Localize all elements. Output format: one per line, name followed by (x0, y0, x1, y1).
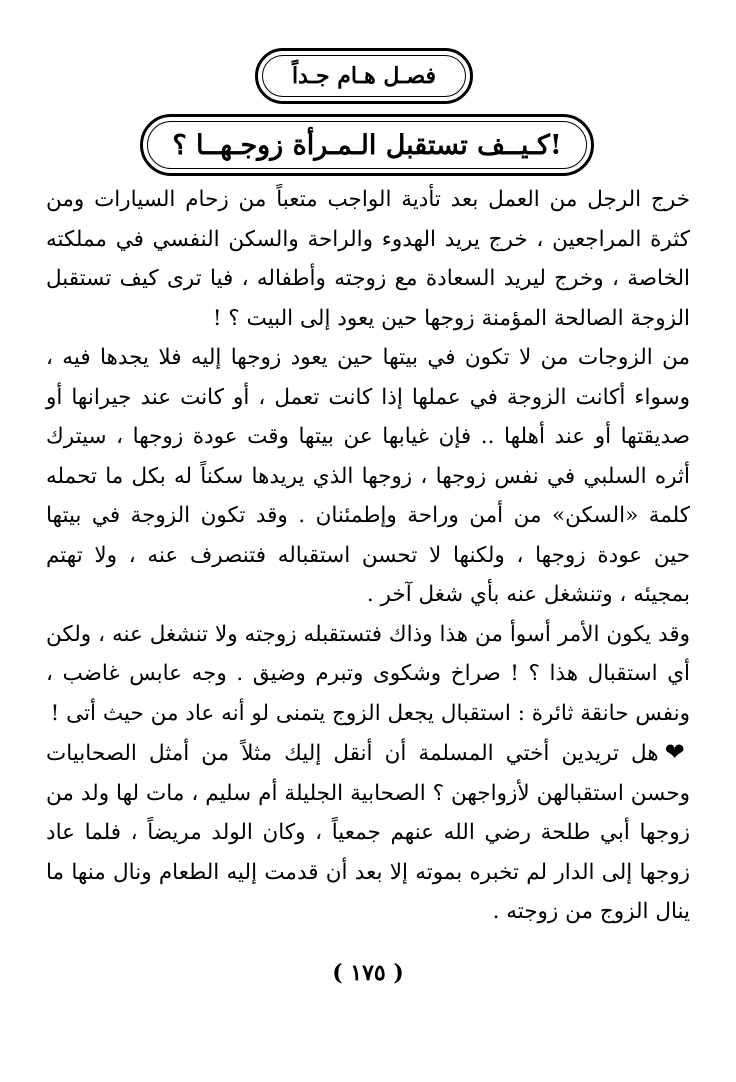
paragraph-3: وقد يكون الأمر أسوأ من هذا وذاك فتستقبله زوجته ولا تنشغل عنه ، ولكن أي استقبال هذا ؟ ! صراخ وشكوى وتبرم وضيق . وجه عابس غاضب ، ونفس حانقة ثائرة : استقبال يجعل الزوج يتمنى لو أنه عاد من حيث أتى ! (46, 621, 690, 726)
paragraph-4 (46, 733, 690, 932)
paragraph-2: من الزوجات من لا تكون في بيتها حين يعود زوجها إليه فلا يجدها فيه ، وسواء أكانت الزوجة في عملها إذا كانت تعمل ، أو كانت عند جيرانها أو صديقتها أو عند أهلها .. فإن غيابها عن بيتها وقت عودة زوجها ، سيترك أثره السلبي في نفس زوجها ، زوجها الذي يريدها سكناً له بكل ما تحمله كلمة «السكن» من أمن وراحة وإطمئنان . وقد تكون الزوجة في بيتها حين عودة زوجها ، ولكنها لا تحسن استقباله فتنصرف عنه ، ولا تهتم بمجيئه ، وتنشغل عنه بأي شغل آخر . (46, 345, 690, 607)
section-badge-text: فصـل هـام جـداً (291, 63, 437, 89)
paragraph-1: خرج الرجل من العمل بعد تأدية الواجب متعباً من زحام السيارات ومن كثرة المراجعين ، خرج يريد الهدوء والراحة والسكن النفسي في مملكته الخاصة ، وخرج ليريد السعادة مع زوجته وأطفاله ، فيا ترى كيف تستقبل الزوجة الصالحة المؤمنة زوجها حين يعود إلى البيت ؟ ! (46, 187, 690, 331)
page-number: ( ١٧٥ ) (332, 960, 404, 986)
body-text (46, 180, 690, 932)
heart-icon: ❤ (664, 738, 690, 766)
chapter-title: كـيــف تستقبل الـمـرأة زوجـهــا ؟! (172, 129, 562, 161)
chapter-title-frame (140, 114, 594, 176)
section-badge (255, 48, 473, 104)
paragraph-4-text: هل تريدين أختي المسلمة أن أنقل إليك مثلاً من أمثل الصحابيات وحسن استقبالهن لأزواجهن ؟ الصحابية الجليلة أم سليم ، مات لها ولد من زوجها أبي طلحة رضي الله عنهم جمعياً ، وكان الولد مريضاً ، فلما عاد زوجها إلى الدار لم تخبره بموته إلا بعد أن قدمت إليه الطعام ونال منها ما ينال الزوج من زوجته . (46, 741, 690, 924)
